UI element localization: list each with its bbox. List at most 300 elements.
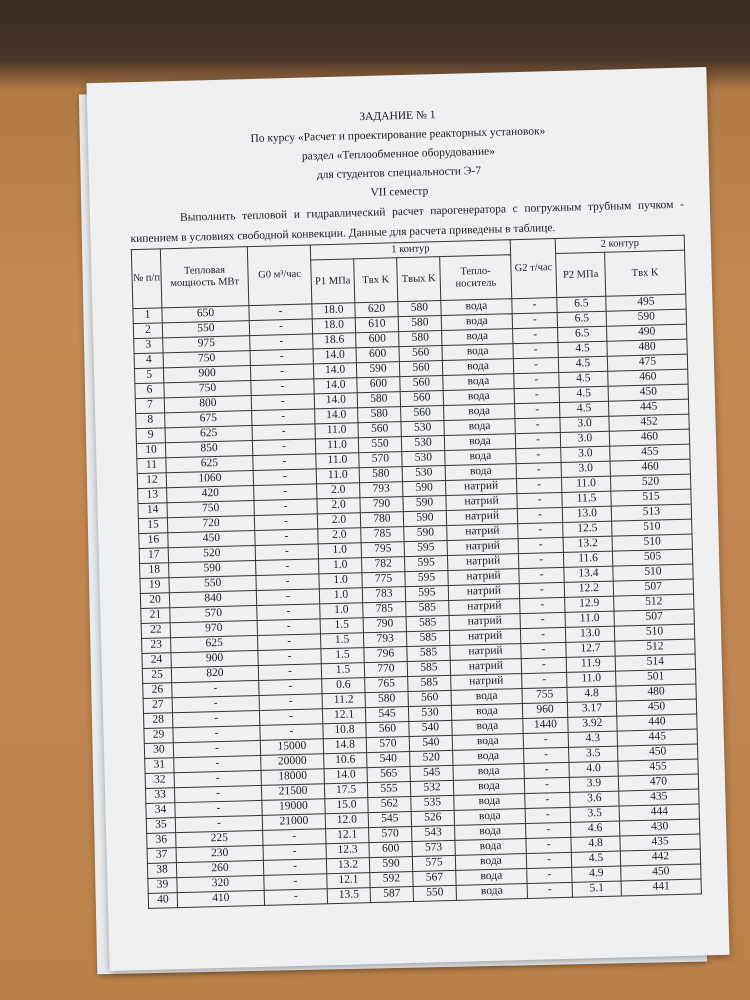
cell-power: 900 bbox=[171, 650, 258, 667]
cell-tout1: 540 bbox=[409, 735, 452, 751]
cell-tin1: 795 bbox=[361, 542, 404, 558]
cell-p1: 10.6 bbox=[324, 753, 367, 769]
cell-num: 27 bbox=[143, 698, 172, 714]
cell-p1: 1.5 bbox=[321, 663, 364, 679]
cell-p1: 14.0 bbox=[315, 408, 358, 424]
cell-tin2: 450 bbox=[618, 744, 698, 761]
cell-tin1: 545 bbox=[365, 707, 408, 723]
cell-power: 840 bbox=[169, 590, 256, 607]
cell-power: 625 bbox=[166, 456, 253, 473]
cell-tin2: 501 bbox=[616, 669, 696, 686]
cell-power: 410 bbox=[177, 890, 264, 907]
cell-power: 625 bbox=[165, 426, 252, 443]
cell-g0: 19000 bbox=[262, 799, 325, 816]
cell-coolant: натрий bbox=[449, 629, 520, 646]
cell-g0: - bbox=[263, 829, 326, 846]
cell-num: 16 bbox=[139, 533, 168, 549]
cell-g2: - bbox=[513, 343, 558, 359]
cell-coolant: натрий bbox=[451, 674, 522, 691]
cell-p1: 11.2 bbox=[322, 693, 365, 709]
cell-p1: 11.0 bbox=[316, 453, 359, 469]
cell-tin1: 550 bbox=[358, 437, 401, 453]
cell-p2: 4.3 bbox=[568, 731, 617, 747]
cell-g0: - bbox=[254, 514, 317, 531]
cell-tin2: 480 bbox=[607, 339, 687, 356]
cell-power: 625 bbox=[171, 635, 258, 652]
cell-g0: - bbox=[263, 859, 326, 876]
cell-tout1: 575 bbox=[412, 855, 455, 871]
cell-num: 21 bbox=[141, 608, 170, 624]
cell-tin1: 580 bbox=[358, 407, 401, 423]
cell-g2: - bbox=[515, 417, 560, 433]
cell-power: - bbox=[173, 740, 260, 757]
cell-power: 520 bbox=[168, 546, 255, 563]
cell-g0: - bbox=[264, 889, 327, 906]
cell-g0: 21500 bbox=[261, 784, 324, 801]
cell-p2: 3.0 bbox=[561, 461, 610, 477]
cell-p2: 11.9 bbox=[566, 656, 615, 672]
cell-g0: - bbox=[257, 604, 320, 621]
cell-tin2: 490 bbox=[607, 324, 687, 341]
cell-num: 38 bbox=[147, 863, 176, 879]
cell-coolant: вода bbox=[442, 329, 513, 346]
cell-tout1: 530 bbox=[402, 451, 445, 467]
cell-p2: 12.7 bbox=[566, 641, 615, 657]
cell-tout1: 585 bbox=[408, 675, 451, 691]
cell-coolant: вода bbox=[444, 434, 515, 451]
cell-tin1: 545 bbox=[368, 812, 411, 828]
cell-g0: - bbox=[259, 679, 322, 696]
cell-tin1: 783 bbox=[362, 587, 405, 603]
semester-line: VII семестр bbox=[370, 185, 429, 199]
cell-p2: 13.0 bbox=[565, 626, 614, 642]
cell-tin1: 620 bbox=[355, 302, 398, 318]
cell-num: 1 bbox=[133, 308, 162, 324]
cell-p2: 4.5 bbox=[559, 386, 608, 402]
header-num: № п/п bbox=[131, 249, 162, 309]
cell-p2: 3.5 bbox=[570, 806, 619, 822]
cell-tout1: 560 bbox=[400, 391, 443, 407]
cell-tin1: 600 bbox=[369, 842, 412, 858]
cell-p2: 12.2 bbox=[564, 581, 613, 597]
cell-coolant: натрий bbox=[447, 539, 518, 556]
cell-p1: 12.0 bbox=[325, 813, 368, 829]
cell-g0: - bbox=[256, 589, 319, 606]
cell-p1: 13.5 bbox=[327, 888, 370, 904]
cell-num: 14 bbox=[138, 503, 167, 519]
cell-tin1: 555 bbox=[367, 782, 410, 798]
cell-tout1: 595 bbox=[404, 555, 447, 571]
cell-g0: - bbox=[250, 364, 313, 381]
cell-p1: 14.8 bbox=[323, 738, 366, 754]
cell-g2: - bbox=[520, 627, 565, 643]
cell-p1: 13.2 bbox=[326, 858, 369, 874]
header-circuit2: 2 контур bbox=[555, 235, 684, 253]
cell-num: 34 bbox=[146, 803, 175, 819]
cell-p1: 1.0 bbox=[319, 588, 362, 604]
cell-g2: - bbox=[518, 552, 563, 568]
cell-g2: 755 bbox=[522, 687, 567, 703]
cell-power: - bbox=[175, 800, 262, 817]
cell-num: 24 bbox=[142, 653, 171, 669]
cell-tout1: 560 bbox=[399, 361, 442, 377]
cell-p1: 14.0 bbox=[324, 768, 367, 784]
cell-tin1: 560 bbox=[366, 722, 409, 738]
cell-tout1: 580 bbox=[398, 301, 441, 317]
header-coolant: Тепло-носитель bbox=[440, 255, 512, 301]
cell-coolant: натрий bbox=[447, 554, 518, 571]
cell-power: 590 bbox=[169, 561, 256, 578]
cell-p1: 1.5 bbox=[321, 648, 364, 664]
cell-tout1: 530 bbox=[402, 466, 445, 482]
cell-num: 23 bbox=[142, 638, 171, 654]
cell-tout1: 560 bbox=[408, 690, 451, 706]
cell-power: 570 bbox=[170, 605, 257, 622]
cell-g0: - bbox=[250, 334, 313, 351]
cell-g0: - bbox=[260, 724, 323, 741]
cell-g0: - bbox=[252, 439, 315, 456]
cell-p2: 3.0 bbox=[561, 446, 610, 462]
cell-coolant: вода bbox=[443, 374, 514, 391]
cell-tin2: 507 bbox=[614, 609, 694, 626]
cell-p1: 18.6 bbox=[313, 333, 356, 349]
cell-num: 19 bbox=[140, 578, 169, 594]
cell-coolant: натрий bbox=[446, 509, 517, 526]
cell-g0: - bbox=[253, 469, 316, 486]
cell-g0: - bbox=[250, 349, 313, 366]
cell-coolant: вода bbox=[445, 449, 516, 466]
cell-g0: - bbox=[257, 634, 320, 651]
cell-tout1: 535 bbox=[411, 795, 454, 811]
cell-coolant: вода bbox=[454, 794, 525, 811]
cell-tin2: 480 bbox=[616, 684, 696, 701]
cell-tout1: 595 bbox=[404, 540, 447, 556]
cell-g2: - bbox=[525, 792, 570, 808]
cell-g0: - bbox=[254, 484, 317, 501]
cell-g2: - bbox=[518, 522, 563, 538]
cell-power: - bbox=[175, 815, 262, 832]
cell-p1: 11.0 bbox=[315, 438, 358, 454]
cell-g2: - bbox=[517, 507, 562, 523]
cell-coolant: натрий bbox=[446, 479, 517, 496]
cell-power: 320 bbox=[177, 875, 264, 892]
cell-tin1: 793 bbox=[360, 482, 403, 498]
cell-g2: - bbox=[525, 807, 570, 823]
data-table bbox=[131, 235, 702, 909]
cell-p2: 3.92 bbox=[568, 716, 617, 732]
cell-p1: 2.0 bbox=[317, 513, 360, 529]
cell-power: 650 bbox=[162, 306, 249, 323]
header-circuit1: 1 контур bbox=[310, 240, 510, 260]
cell-g2: - bbox=[512, 298, 557, 314]
cell-num: 15 bbox=[138, 518, 167, 534]
cell-tin1: 790 bbox=[360, 497, 403, 513]
cell-num: 20 bbox=[140, 593, 169, 609]
cell-p2: 4.5 bbox=[558, 341, 607, 357]
cell-coolant: вода bbox=[444, 419, 515, 436]
cell-p2: 4.5 bbox=[558, 356, 607, 372]
cell-p1: 17.5 bbox=[324, 783, 367, 799]
cell-tout1: 595 bbox=[405, 585, 448, 601]
cell-p2: 11.0 bbox=[561, 476, 610, 492]
cell-g2: - bbox=[526, 837, 571, 853]
cell-tin1: 570 bbox=[366, 737, 409, 753]
cell-coolant: вода bbox=[453, 779, 524, 796]
cell-power: 550 bbox=[169, 576, 256, 593]
cell-p2: 4.5 bbox=[559, 371, 608, 387]
cell-p2: 4.0 bbox=[569, 761, 618, 777]
cell-g0: - bbox=[251, 379, 314, 396]
cell-tin2: 507 bbox=[613, 579, 693, 596]
cell-num: 10 bbox=[136, 443, 165, 459]
cell-g2: - bbox=[523, 732, 568, 748]
cell-p2: 4.5 bbox=[560, 401, 609, 417]
cell-g0: - bbox=[258, 664, 321, 681]
cell-power: 420 bbox=[167, 486, 254, 503]
cell-tin1: 600 bbox=[356, 332, 399, 348]
cell-tin1: 600 bbox=[356, 347, 399, 363]
course-line: По курсу «Расчет и проектирование реакторных установок» bbox=[250, 125, 546, 145]
cell-coolant: вода bbox=[445, 464, 516, 481]
cell-tout1: 540 bbox=[409, 720, 452, 736]
cell-p1: 18.0 bbox=[312, 303, 355, 319]
cell-tout1: 530 bbox=[401, 421, 444, 437]
cell-coolant: вода bbox=[442, 359, 513, 376]
cell-tout1: 560 bbox=[399, 346, 442, 362]
cell-tin2: 445 bbox=[617, 729, 697, 746]
cell-g2: 1440 bbox=[523, 717, 568, 733]
cell-coolant: вода bbox=[451, 689, 522, 706]
cell-g0: - bbox=[264, 874, 327, 891]
cell-power: 720 bbox=[167, 516, 254, 533]
cell-tin1: 590 bbox=[369, 857, 412, 873]
cell-tin2: 510 bbox=[612, 534, 692, 551]
cell-tout1: 550 bbox=[413, 885, 456, 901]
cell-tin2: 450 bbox=[621, 864, 701, 881]
cell-tin2: 475 bbox=[607, 354, 687, 371]
cell-g2: 960 bbox=[522, 702, 567, 718]
cell-tin1: 796 bbox=[364, 647, 407, 663]
document-title: ЗАДАНИЕ № 1 bbox=[359, 109, 436, 124]
cell-tin1: 580 bbox=[365, 692, 408, 708]
cell-power: - bbox=[174, 785, 261, 802]
cell-num: 29 bbox=[144, 728, 173, 744]
cell-num: 26 bbox=[143, 683, 172, 699]
cell-tin2: 510 bbox=[614, 624, 694, 641]
cell-tin2: 455 bbox=[618, 759, 698, 776]
cell-tout1: 545 bbox=[410, 765, 453, 781]
cell-p1: 18.0 bbox=[312, 318, 355, 334]
cell-g0: - bbox=[254, 499, 317, 516]
cell-p2: 5.1 bbox=[572, 881, 621, 897]
cell-p2: 12.9 bbox=[565, 596, 614, 612]
cell-p2: 3.6 bbox=[570, 791, 619, 807]
cell-g2: - bbox=[520, 597, 565, 613]
cell-power: - bbox=[174, 755, 261, 772]
cell-num: 39 bbox=[148, 878, 177, 894]
cell-tout1: 520 bbox=[410, 750, 453, 766]
cell-num: 40 bbox=[148, 893, 177, 909]
cell-g0: 15000 bbox=[260, 739, 323, 756]
cell-p2: 3.17 bbox=[567, 701, 616, 717]
cell-tout1: 580 bbox=[398, 316, 441, 332]
cell-coolant: вода bbox=[452, 719, 523, 736]
cell-g2: - bbox=[517, 492, 562, 508]
cell-tin1: 587 bbox=[370, 886, 413, 902]
cell-tin1: 793 bbox=[363, 632, 406, 648]
cell-p1: 2.0 bbox=[318, 528, 361, 544]
cell-tin2: 435 bbox=[620, 834, 700, 851]
cell-num: 31 bbox=[145, 758, 174, 774]
cell-g2: - bbox=[522, 672, 567, 688]
table-body bbox=[133, 294, 702, 908]
cell-power: 800 bbox=[164, 396, 251, 413]
cell-tin2: 514 bbox=[615, 654, 695, 671]
cell-g2: - bbox=[526, 822, 571, 838]
cell-power: 970 bbox=[170, 620, 257, 637]
cell-g2: - bbox=[513, 358, 558, 374]
cell-tout1: 590 bbox=[403, 510, 446, 526]
cell-coolant: вода bbox=[453, 764, 524, 781]
cell-tin2: 513 bbox=[611, 504, 691, 521]
cell-tout1: 585 bbox=[406, 630, 449, 646]
cell-p2: 6.5 bbox=[558, 326, 607, 342]
cell-tout1: 595 bbox=[405, 570, 448, 586]
cell-p2: 3.0 bbox=[560, 431, 609, 447]
cell-power: 750 bbox=[164, 381, 251, 398]
cell-p1: 1.0 bbox=[318, 543, 361, 559]
cell-p1: 14.0 bbox=[313, 348, 356, 364]
cell-coolant: вода bbox=[443, 389, 514, 406]
cell-p1: 12.1 bbox=[326, 828, 369, 844]
cell-tout1: 585 bbox=[406, 615, 449, 631]
cell-tin2: 515 bbox=[611, 489, 691, 506]
cell-g0: - bbox=[256, 574, 319, 591]
cell-tin1: 770 bbox=[364, 662, 407, 678]
cell-p1: 2.0 bbox=[317, 483, 360, 499]
cell-p1: 12.1 bbox=[322, 708, 365, 724]
cell-coolant: вода bbox=[455, 839, 526, 856]
cell-coolant: натрий bbox=[448, 584, 519, 601]
header-p2: P2 МПа bbox=[556, 252, 606, 297]
cell-g0: - bbox=[253, 454, 316, 471]
cell-power: - bbox=[174, 770, 261, 787]
cell-g2: - bbox=[515, 402, 560, 418]
cell-num: 35 bbox=[146, 818, 175, 834]
cell-power: - bbox=[172, 695, 259, 712]
cell-p2: 4.6 bbox=[570, 821, 619, 837]
cell-g2: - bbox=[527, 867, 572, 883]
cell-g0: - bbox=[255, 544, 318, 561]
cell-num: 2 bbox=[133, 323, 162, 339]
cell-tin1: 765 bbox=[365, 677, 408, 693]
header-g0: G0 м³/час bbox=[247, 245, 312, 306]
cell-g2: - bbox=[513, 328, 558, 344]
cell-p1: 2.0 bbox=[317, 498, 360, 514]
cell-tin1: 780 bbox=[360, 512, 403, 528]
cell-tin2: 590 bbox=[606, 309, 686, 326]
cell-tin2: 445 bbox=[608, 399, 688, 416]
cell-coolant: вода bbox=[441, 299, 512, 316]
cell-tout1: 590 bbox=[403, 481, 446, 497]
header-p1: P1 МПа bbox=[311, 259, 355, 304]
cell-g0: - bbox=[258, 649, 321, 666]
cell-p2: 4.9 bbox=[572, 866, 621, 882]
header-power: Тепловая мощность МВт bbox=[160, 247, 249, 308]
students-line: для студентов специальности Э-7 bbox=[316, 164, 482, 182]
cell-tin1: 610 bbox=[355, 317, 398, 333]
cell-g0: - bbox=[252, 409, 315, 426]
cell-p1: 14.0 bbox=[314, 378, 357, 394]
cell-g2: - bbox=[520, 612, 565, 628]
cell-g0: 18000 bbox=[261, 769, 324, 786]
cell-num: 6 bbox=[135, 383, 164, 399]
cell-num: 9 bbox=[136, 428, 165, 444]
cell-p1: 1.0 bbox=[320, 603, 363, 619]
cell-power: 230 bbox=[176, 845, 263, 862]
cell-tin2: 470 bbox=[618, 774, 698, 791]
cell-power: - bbox=[172, 710, 259, 727]
cell-p2: 11.6 bbox=[563, 551, 612, 567]
cell-tin2: 512 bbox=[614, 594, 694, 611]
cell-coolant: натрий bbox=[450, 659, 521, 676]
cell-tin1: 560 bbox=[358, 422, 401, 438]
cell-num: 25 bbox=[142, 668, 171, 684]
cell-p1: 14.0 bbox=[313, 363, 356, 379]
cell-tin1: 562 bbox=[368, 797, 411, 813]
cell-num: 13 bbox=[138, 488, 167, 504]
cell-tin2: 452 bbox=[609, 414, 689, 431]
cell-coolant: вода bbox=[456, 884, 527, 901]
cell-tout1: 585 bbox=[407, 660, 450, 676]
cell-coolant: вода bbox=[456, 869, 527, 886]
cell-g2: - bbox=[519, 582, 564, 598]
cell-p2: 4.5 bbox=[571, 851, 620, 867]
cell-tin1: 790 bbox=[363, 617, 406, 633]
cell-num: 17 bbox=[139, 548, 168, 564]
cell-p2: 11.5 bbox=[562, 491, 611, 507]
cell-p2: 11.0 bbox=[565, 611, 614, 627]
cell-g0: 21000 bbox=[262, 814, 325, 831]
cell-g2: - bbox=[526, 852, 571, 868]
cell-tin2: 512 bbox=[615, 639, 695, 656]
cell-power: 850 bbox=[165, 441, 252, 458]
cell-tin1: 580 bbox=[359, 467, 402, 483]
header-tin1: Tвх K bbox=[354, 258, 398, 303]
cell-g0: - bbox=[259, 694, 322, 711]
cell-coolant: натрий bbox=[450, 644, 521, 661]
cell-tout1: 590 bbox=[404, 525, 447, 541]
cell-p1: 0.6 bbox=[322, 678, 365, 694]
cell-tin2: 455 bbox=[610, 444, 690, 461]
cell-power: 550 bbox=[162, 321, 249, 338]
cell-p1: 14.0 bbox=[314, 393, 357, 409]
cell-tin2: 505 bbox=[612, 549, 692, 566]
cell-num: 33 bbox=[145, 788, 174, 804]
cell-p1: 10.8 bbox=[323, 723, 366, 739]
cell-tin2: 460 bbox=[608, 369, 688, 386]
cell-coolant: натрий bbox=[449, 599, 520, 616]
cell-tin2: 441 bbox=[621, 879, 701, 896]
cell-power: 1060 bbox=[166, 471, 253, 488]
cell-g2: - bbox=[521, 657, 566, 673]
cell-g0: - bbox=[255, 529, 318, 546]
header-tout1: Tвых K bbox=[397, 257, 441, 302]
cell-power: 450 bbox=[168, 531, 255, 548]
cell-p1: 11.0 bbox=[316, 468, 359, 484]
cell-tin1: 565 bbox=[367, 767, 410, 783]
cell-coolant: вода bbox=[444, 404, 515, 421]
